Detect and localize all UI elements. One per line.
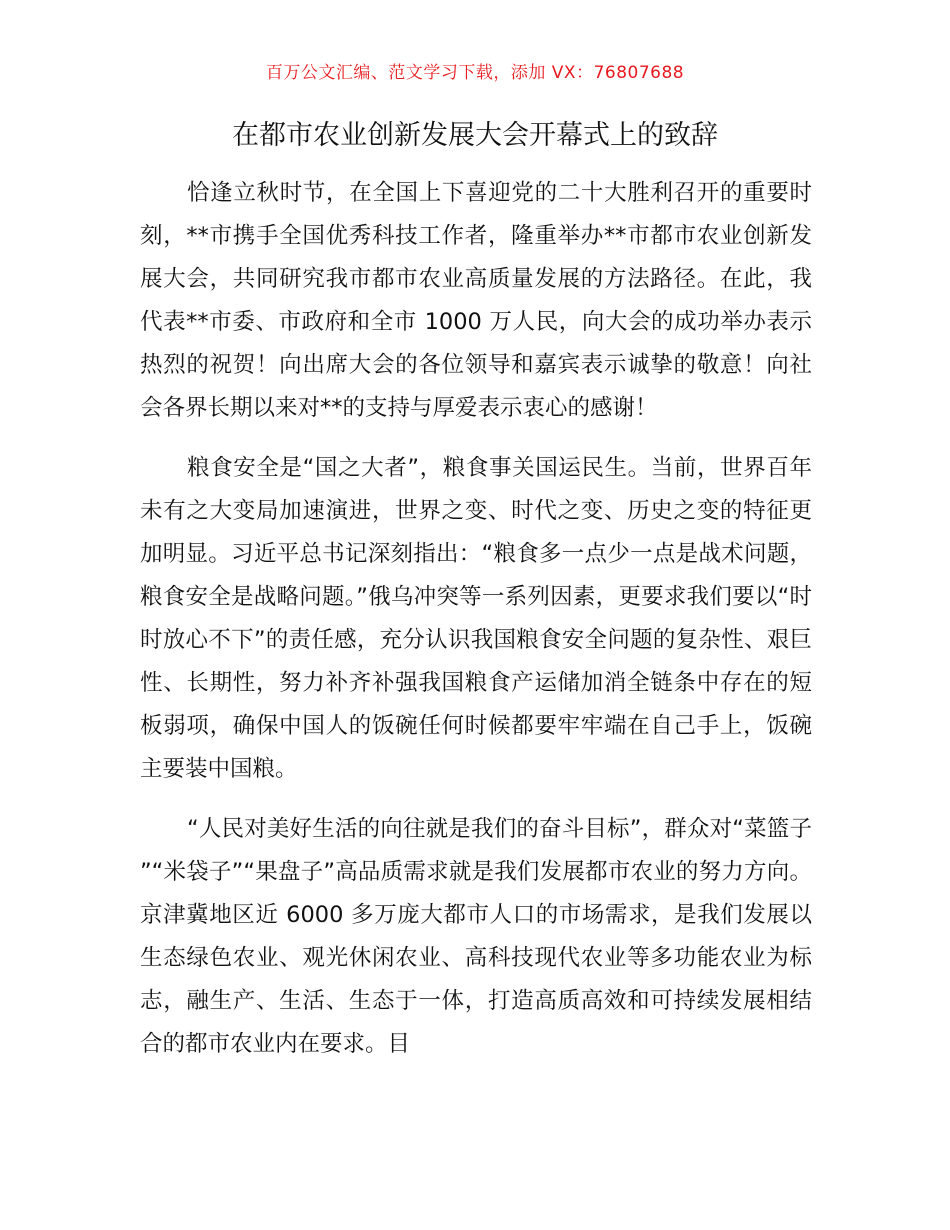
paragraph: 粮食安全是“国之大者”，粮食事关国运民生。当前，世界百年未有之大变局加速演进，世界之变、时代之变、历史之变的特征更加明显。习近平总书记深刻指出：“粮食多一点少一点是战术问题，粮食安全是战略问题。”俄乌冲突等一系列因素，更要求我们要以“时时放心不下”的责任感，充分认识我国粮食安全问题的复杂性、艰巨性、长期性，努力补齐补强我国粮食产运储加消全链条中存在的短板弱项，确保中国人的饭碗任何时候都要牢牢端在自己手上，饭碗主要装中国粮。: [140, 455, 812, 782]
header-banner: 百万公文汇编、范文学习下载，添加 VX：76807688: [265, 63, 685, 83]
paragraph: 恰逢立秋时节，在全国上下喜迎党的二十大胜利召开的重要时刻，**市携手全国优秀科技工作者，隆重举办**市都市农业创新发展大会，共同研究我市都市农业高质量发展的方法路径。在此，我代表**市委、市政府和全市 1000 万人民，向大会的成功举办表示热烈的祝贺！向出席大会的各位领导和嘉宾表示诚挚的敬意！向社会各界长期以来对**的支持与厚爱表示衷心的感谢！: [140, 180, 812, 421]
document-body: [140, 172, 812, 1066]
paragraph: “人民对美好生活的向往就是我们的奋斗目标”，群众对“菜篮子”“米袋子”“果盘子”高品质需求就是我们发展都市农业的努力方向。京津冀地区近 6000 多万庞大都市人口的市场需求，是我们发展以生态绿色农业、观光休闲农业、高科技现代农业等多功能农业为标志，融生产、生活、生态于一体，打造高质高效和可持续发展相结合的都市农业内在要求。目: [140, 816, 812, 1057]
document-title: 在都市农业创新发展大会开幕式上的致辞: [232, 120, 718, 151]
